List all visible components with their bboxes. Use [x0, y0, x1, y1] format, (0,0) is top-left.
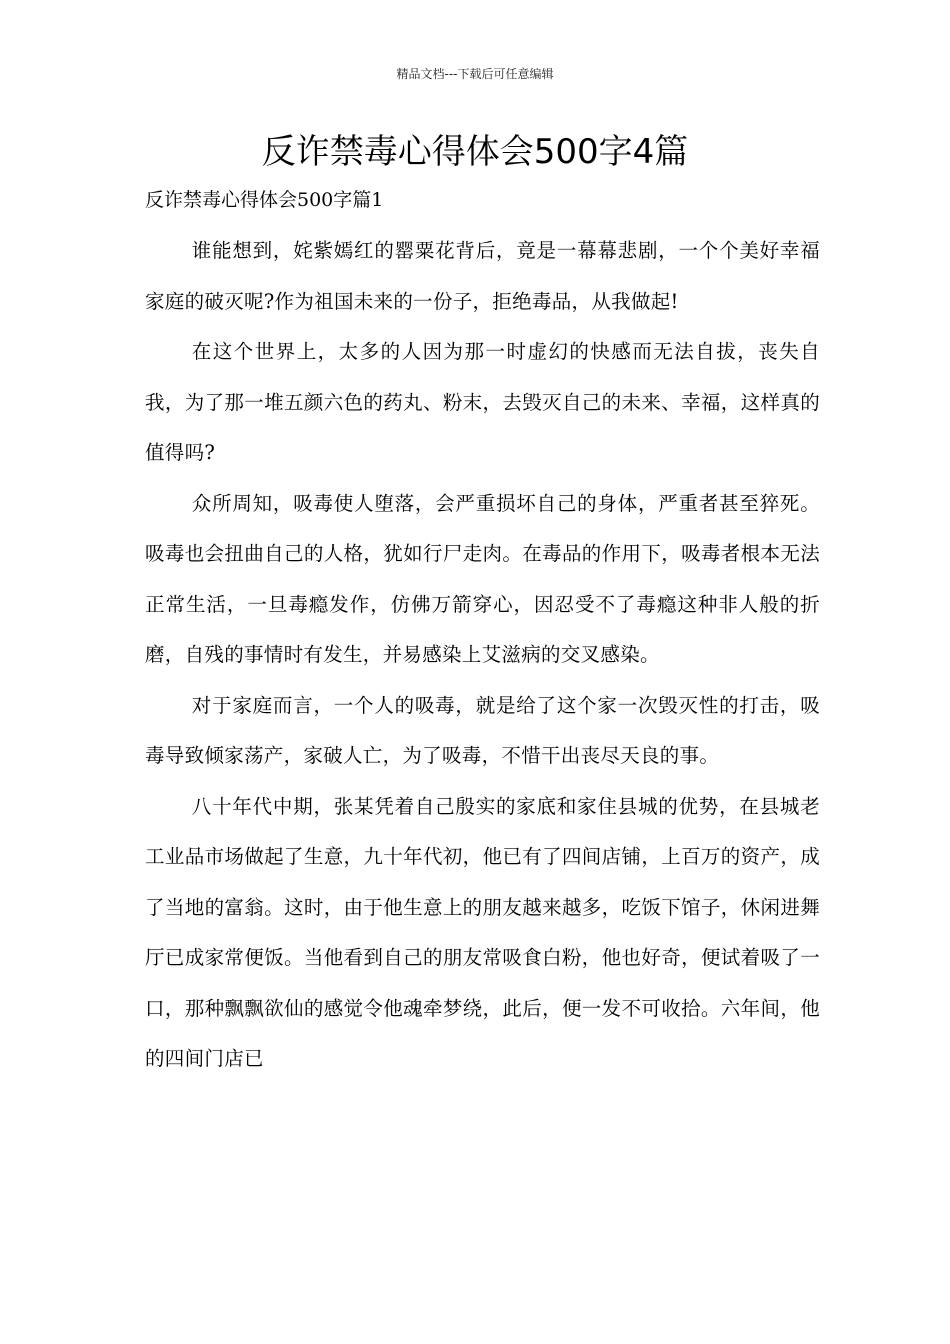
paragraph: 谁能想到，姹紫嫣红的罂粟花背后，竟是一幕幕悲剧，一个个美好幸福家庭的破灭呢?作为祖国未来的一份子，拒绝毒品，从我做起!: [145, 239, 820, 313]
document-body: [145, 226, 820, 1085]
section-heading: 反诈禁毒心得体会500字篇1: [145, 189, 384, 211]
header-note: 精品文档---下载后可任意编辑: [396, 67, 554, 81]
document-title: 反诈禁毒心得体会500字4篇: [261, 132, 689, 172]
paragraph: 众所周知，吸毒使人堕落，会严重损坏自己的身体，严重者甚至猝死。吸毒也会扭曲自己的人格，犹如行尸走肉。在毒品的作用下，吸毒者根本无法正常生活，一旦毒瘾发作，仿佛万箭穿心，因忍受不了毒瘾这种非人般的折磨，自残的事情时有发生，并易感染上艾滋病的交叉感染。: [145, 491, 820, 666]
paragraph: 对于家庭而言，一个人的吸毒，就是给了这个家一次毁灭性的打击，吸毒导致倾家荡产，家破人亡，为了吸毒，不惜干出丧尽天良的事。: [145, 693, 820, 767]
paragraph: 八十年代中期，张某凭着自己殷实的家底和家住县城的优势，在县城老工业品市场做起了生意，九十年代初，他已有了四间店铺，上百万的资产，成了当地的富翁。这时，由于他生意上的朋友越来越多，吃饭下馆子，休闲进舞厅已成家常便饭。当他看到自己的朋友常吸食白粉，他也好奇，便试着吸了一口，那种飘飘欲仙的感觉令他魂牵梦绕，此后，便一发不可收拾。六年间，他的四间门店已: [145, 794, 820, 1070]
paragraph: 在这个世界上，太多的人因为那一时虚幻的快感而无法自拔，丧失自我，为了那一堆五颜六色的药丸、粉末，去毁灭自己的未来、幸福，这样真的值得吗?: [145, 340, 820, 464]
